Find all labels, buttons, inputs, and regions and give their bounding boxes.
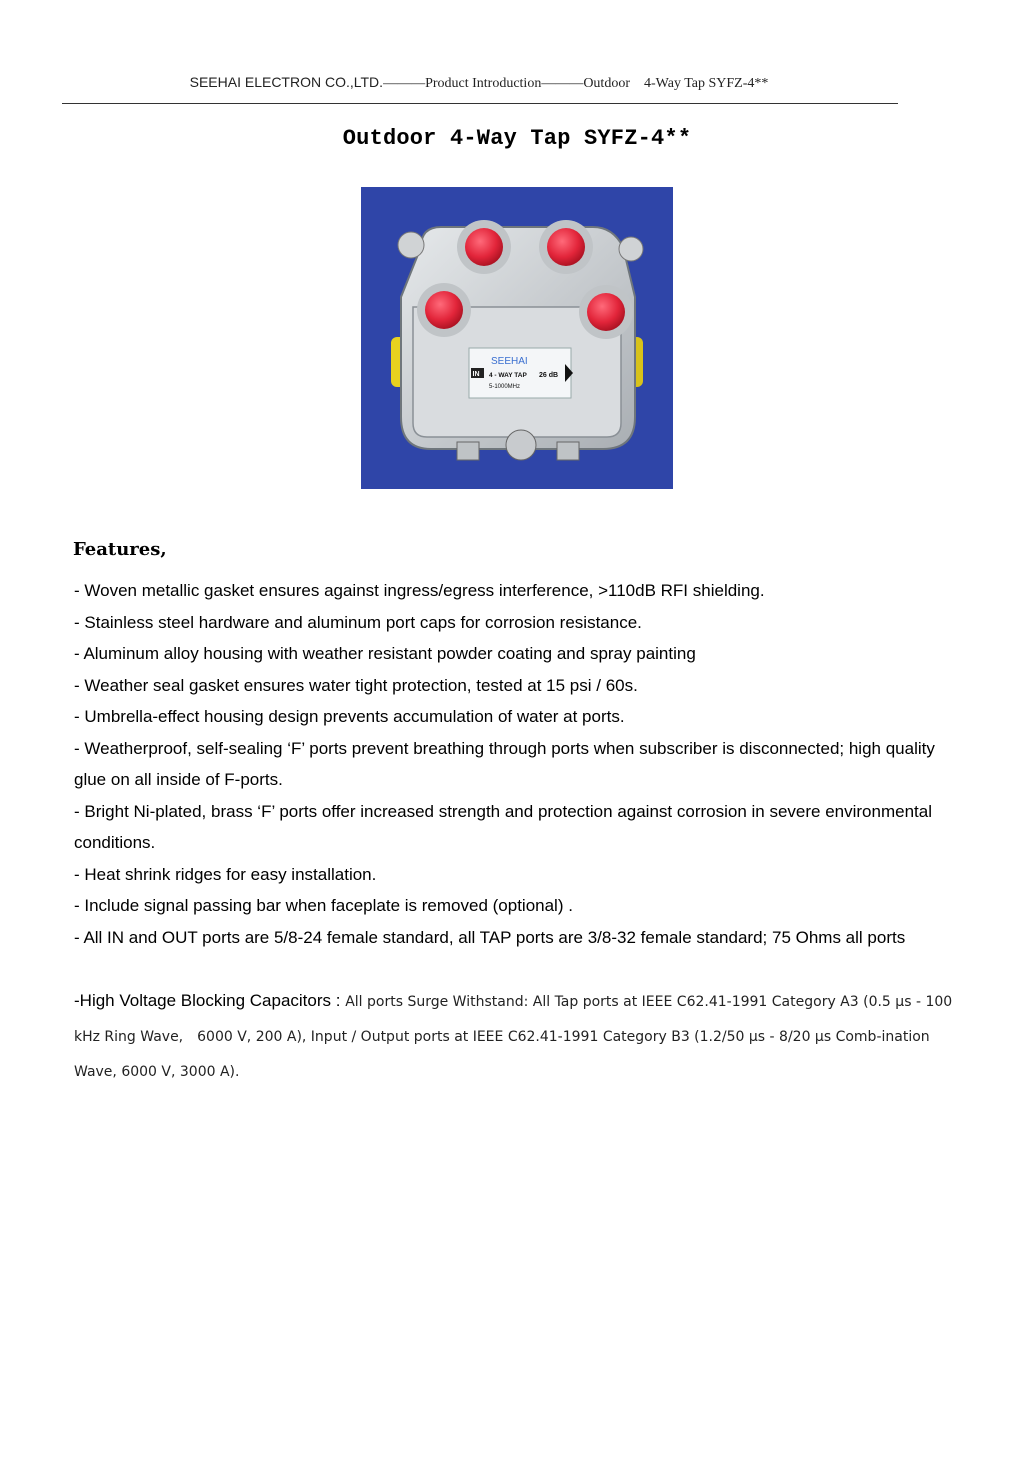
high-voltage-paragraph xyxy=(74,984,964,1089)
label-tap-value: 26 dB xyxy=(539,372,559,379)
feature-item: - Weather seal gasket ensures water tight protection, tested at 15 psi / 60s. xyxy=(74,675,638,695)
red-port-cap-icon xyxy=(425,291,463,329)
red-port-cap-icon xyxy=(587,293,625,331)
page-header xyxy=(60,72,898,92)
bottom-bolt-icon xyxy=(506,430,536,460)
bottom-nut-icon xyxy=(457,442,479,460)
red-port-cap-icon xyxy=(465,228,503,266)
feature-item: - All IN and OUT ports are 5/8-24 female standard, all TAP ports are 3/8-32 female standard; 75 Ohms all ports xyxy=(74,927,906,947)
product-photo xyxy=(361,187,673,489)
header-rule xyxy=(62,103,898,104)
feature-item: - Heat shrink ridges for easy installation. xyxy=(74,864,377,884)
label-range: 5-1000MHz xyxy=(489,384,521,390)
high-voltage-label: -High Voltage Blocking Capacitors : xyxy=(74,991,341,1010)
corner-bolt-icon xyxy=(398,232,424,258)
corner-bolt-icon xyxy=(619,237,643,261)
header-product: ———Product Introduction———Outdoor 4-Way Tap SYFZ-4** xyxy=(383,76,769,91)
feature-item: - Umbrella-effect housing design prevents accumulation of water at ports. xyxy=(74,707,625,726)
features-heading: Features, xyxy=(73,539,167,560)
feature-item: - Weatherproof, self-sealing ‘F’ ports prevent breathing through ports when subscriber is disconnected; high quality glue on all inside of F-ports. xyxy=(74,738,935,789)
feature-item: - Woven metallic gasket ensures against ingress/egress interference, >110dB RFI shielding. xyxy=(74,581,765,600)
feature-item: - Aluminum alloy housing with weather resistant powder coating and spray painting xyxy=(74,644,696,663)
red-port-cap-icon xyxy=(547,228,585,266)
label-in: IN xyxy=(472,371,480,378)
bottom-nut-icon xyxy=(557,442,579,460)
header-company: SEEHAI ELECTRON CO.,LTD. xyxy=(189,74,384,90)
high-voltage-text: All ports Surge Withstand: All Tap ports at IEEE C62.41-1991 Category A3 (0.5 µs - 100 kHz Ring Wave, 6000 V, 200 A), Input / Output ports at IEEE C62.41-1991 Category B3 (1.2/50 µs - 8/20 µs Comb-ination Wave, 6000 V, 3000 A). xyxy=(74,994,953,1080)
page-title: Outdoor 4-Way Tap SYFZ-4** xyxy=(342,126,692,151)
label-brand: SEEHAI xyxy=(491,356,528,367)
feature-item: - Bright Ni-plated, brass ‘F’ ports offer increased strength and protection against corrosion in severe environmental conditions. xyxy=(74,801,932,852)
feature-item: - Include signal passing bar when faceplate is removed (optional) . xyxy=(74,896,573,915)
features-list xyxy=(74,575,964,953)
label-model: 4 - WAY TAP xyxy=(489,372,527,379)
feature-item: - Stainless steel hardware and aluminum port caps for corrosion resistance. xyxy=(74,612,642,632)
